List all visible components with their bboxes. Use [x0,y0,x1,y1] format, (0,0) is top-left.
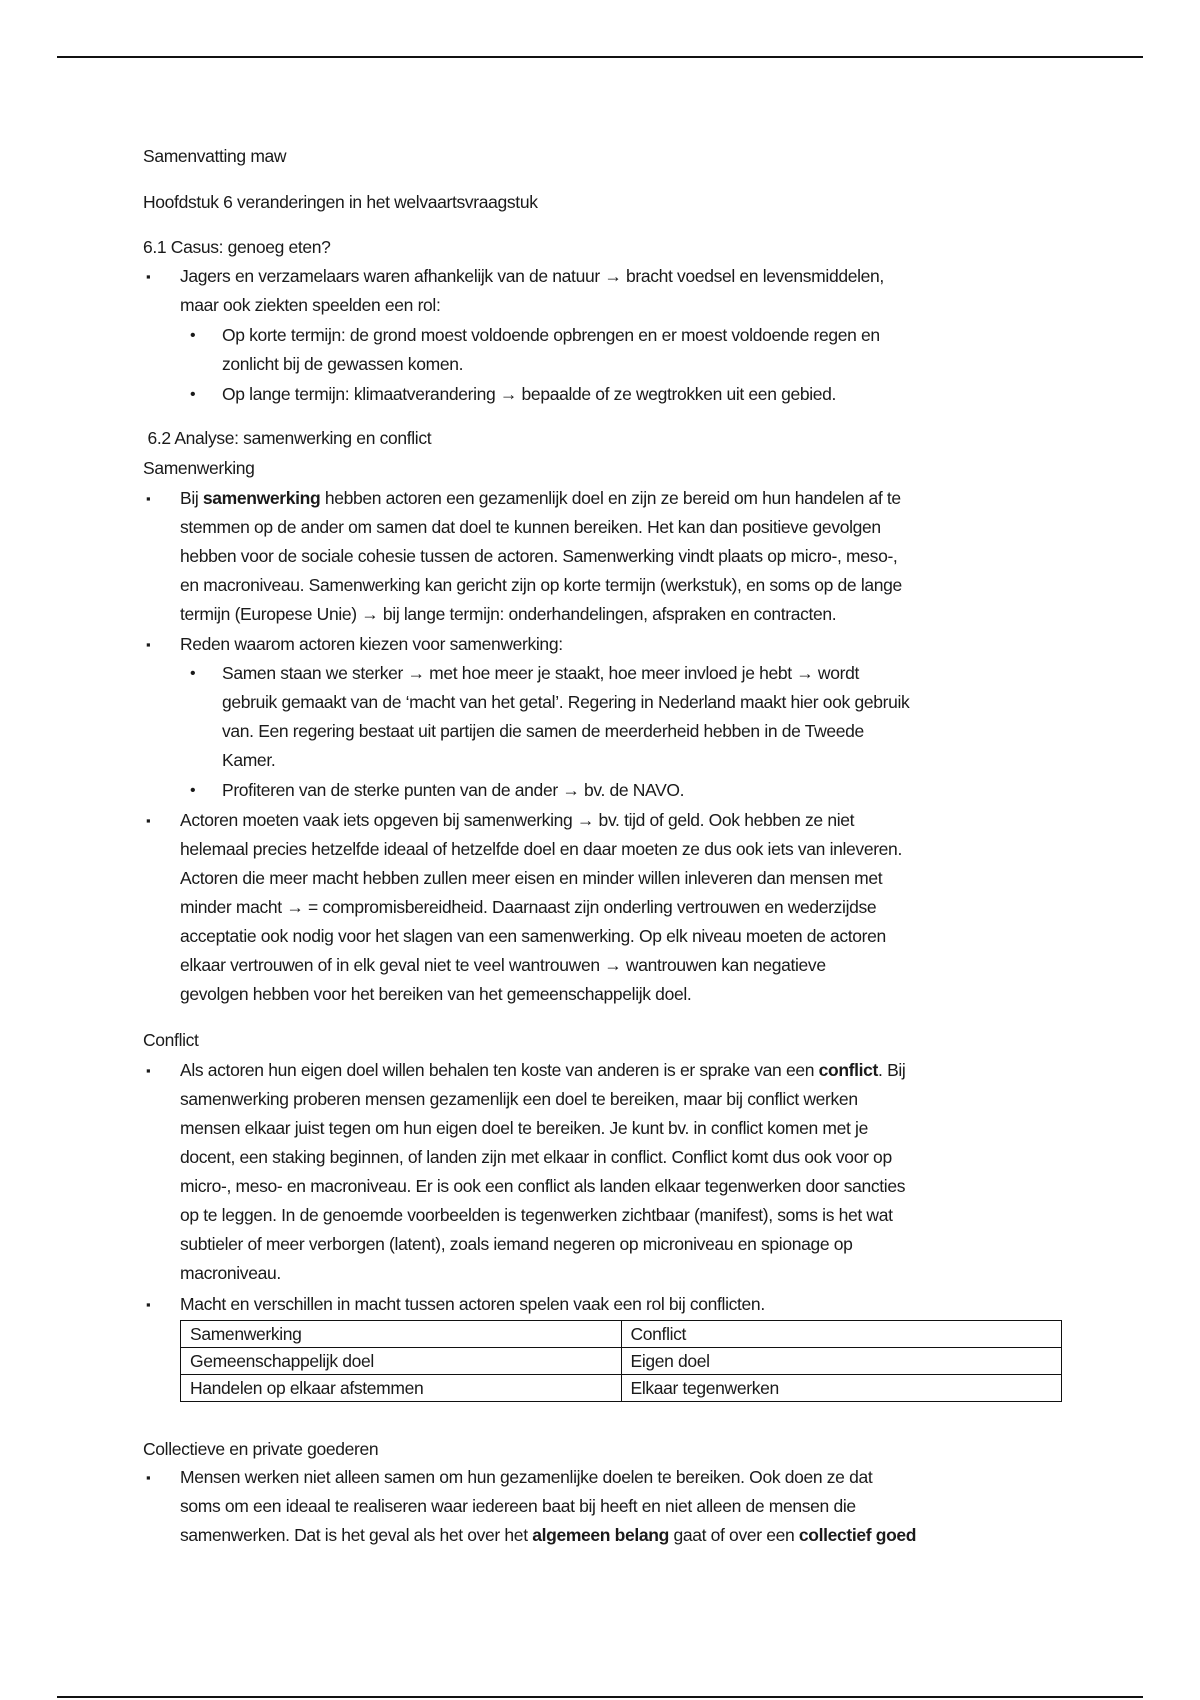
table-cell: Elkaar tegenwerken [621,1375,1062,1402]
text-segment: samenwerken. Dat is het geval als het over het [180,1525,533,1545]
bullet-item [146,262,1080,320]
text-line: Op korte termijn: de grond moest voldoende opbrengen en er moest voldoende regen en [222,325,880,345]
text-line: van. Een regering bestaat uit partijen die samen de meerderheid hebben in de Tweede [222,721,864,741]
text-segment: Bij [180,488,203,508]
text-segment: Als actoren hun eigen doel willen behalen ten koste van anderen is er sprake van een [180,1060,819,1080]
bullet-icon: ▪ [146,1063,151,1078]
text-line: subtieler of meer verborgen (latent), zoals iemand negeren op microniveau en spionage op [180,1234,853,1254]
bullet-item [146,1463,1080,1550]
text-line: Profiteren van de sterke punten van de ander → bv. de NAVO. [222,780,685,800]
text-line: samenwerking proberen mensen gezamenlijk een doel te bereiken, maar bij conflict werken [180,1089,858,1109]
table-row [181,1321,1062,1348]
table-cell: Samenwerking [181,1321,622,1348]
text-line [180,1521,1080,1550]
bullet-item [146,1290,1080,1319]
text-line: acceptatie ook nodig voor het slagen van een samenwerking. Op elk niveau moeten de actoren [180,926,886,946]
sub-bullet-item [190,321,1082,379]
bold-term: samenwerking [202,488,321,508]
text-line: op te leggen. In de genoemde voorbeelden is tegenwerken zichtbaar (manifest), soms is het wat [180,1205,893,1225]
text-line: mensen elkaar juist tegen om hun eigen doel te bereiken. Je kunt bv. in conflict komen met je [180,1118,868,1138]
text-segment: hebben actoren een gezamenlijk doel en zijn ze bereid om hun handelen af te [320,488,901,508]
table-row [181,1375,1062,1402]
text-line: zonlicht bij de gewassen komen. [222,354,464,374]
bullet-icon: • [190,665,196,682]
chapter-heading: Hoofdstuk 6 veranderingen in het welvaartsvraagstuk [143,192,538,212]
text-line: helemaal precies hetzelfde ideaal of hetzelfde doel en daar moeten ze dus ook iets van inleveren. [180,839,902,859]
bullet-icon: • [190,782,196,799]
document-title: Samenvatting maw [143,146,287,166]
text-line [180,484,1080,513]
bullet-icon: ▪ [146,1297,151,1312]
text-line: hebben voor de sociale cohesie tussen de actoren. Samenwerking vindt plaats op micro-, meso-, [180,546,898,566]
text-line: Actoren moeten vaak iets opgeven bij samenwerking → bv. tijd of geld. Ook hebben ze niet [180,810,855,830]
text-line: elkaar vertrouwen of in elk geval niet te veel wantrouwen → wantrouwen kan negatieve [180,955,826,975]
bold-term: algemeen belang [532,1525,669,1545]
sub-bullet-item [190,380,1082,409]
text-line: Macht en verschillen in macht tussen actoren spelen vaak een rol bij conflicten. [180,1294,765,1314]
section-6-2-heading: 6.2 Analyse: samenwerking en conflict [143,428,432,448]
text-line: Kamer. [222,750,276,770]
text-line: Mensen werken niet alleen samen om hun gezamenlijke doelen te bereiken. Ook doen ze dat [180,1467,873,1487]
table-cell: Eigen doel [621,1348,1062,1375]
text-line: Actoren die meer macht hebben zullen meer eisen en minder willen inleveren dan mensen met [180,868,883,888]
text-line: stemmen op de ander om samen dat doel te kunnen bereiken. Het kan dan positieve gevolgen [180,517,881,537]
bullet-icon: ▪ [146,269,151,284]
text-line: gevolgen hebben voor het bereiken van het gemeenschappelijk doel. [180,984,692,1004]
text-line: micro-, meso- en macroniveau. Er is ook een conflict als landen elkaar tegenwerken door sancties [180,1176,906,1196]
text-line: maar ook ziekten speelden een rol: [180,295,441,315]
text-line: soms om een ideaal te realiseren waar iedereen baat bij heeft en niet alleen de mensen die [180,1496,856,1516]
text-line: Reden waarom actoren kiezen voor samenwerking: [180,634,563,654]
table-row [181,1348,1062,1375]
table-cell: Conflict [621,1321,1062,1348]
subheading-collectieve-goederen: Collectieve en private goederen [143,1439,379,1459]
bullet-item [146,484,1080,629]
sub-bullet-item [190,776,1082,805]
footer-rule [57,1696,1143,1698]
bullet-item [146,1056,1080,1288]
bullet-icon: ▪ [146,1470,151,1485]
text-line: Op lange termijn: klimaatverandering → bepaalde of ze wegtrokken uit een gebied. [222,384,837,404]
bullet-icon: • [190,386,196,403]
text-segment: . Bij [878,1060,906,1080]
text-line: termijn (Europese Unie) → bij lange termijn: onderhandelingen, afspraken en contracten. [180,604,837,624]
text-line [180,1056,1080,1085]
bullet-item [146,806,1080,1009]
text-line: docent, een staking beginnen, of landen zijn met elkaar in conflict. Conflict komt dus ook voor op [180,1147,892,1167]
text-line: macroniveau. [180,1263,281,1283]
text-line: Samen staan we sterker → met hoe meer je staakt, hoe meer invloed je hebt → wordt [222,663,859,683]
table-cell: Gemeenschappelijk doel [181,1348,622,1375]
text-line: Jagers en verzamelaars waren afhankelijk van de natuur → bracht voedsel en levensmiddelen, [180,266,884,286]
text-segment: gaat of over een [668,1525,799,1545]
bullet-icon: ▪ [146,813,151,828]
bullet-icon: • [190,327,196,344]
subheading-samenwerking: Samenwerking [143,458,255,478]
header-rule [57,56,1143,58]
section-6-1-heading: 6.1 Casus: genoeg eten? [143,237,331,257]
bullet-item [146,630,1080,659]
subheading-conflict: Conflict [143,1030,199,1050]
text-line: gebruik gemaakt van de ‘macht van het getal’. Regering in Nederland maakt hier ook gebruik [222,692,910,712]
bold-term: collectief goed [798,1525,917,1545]
text-line: minder macht → = compromisbereidheid. Daarnaast zijn onderling vertrouwen en wederzijdse [180,897,877,917]
bold-term: conflict [818,1060,879,1080]
bullet-icon: ▪ [146,637,151,652]
comparison-table [180,1320,1062,1402]
sub-bullet-item [190,659,1082,775]
table-cell: Handelen op elkaar afstemmen [181,1375,622,1402]
bullet-icon: ▪ [146,491,151,506]
text-line: en macroniveau. Samenwerking kan gericht zijn op korte termijn (werkstuk), en soms op de lange [180,575,902,595]
